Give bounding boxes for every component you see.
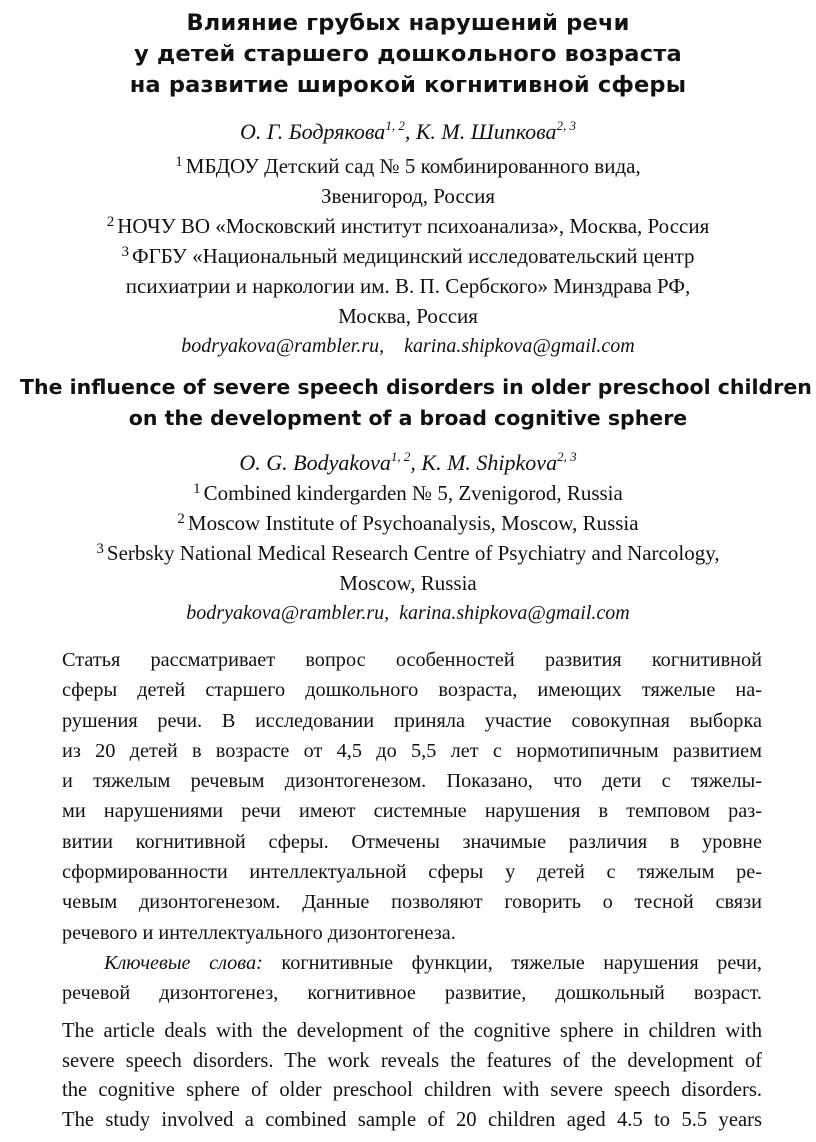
author-emails-ru: bodryakova@rambler.ru, karina.shipkova@gmail.com (181, 335, 635, 357)
abstract-line: The article deals with the development of the cognitive sphere in children with (62, 1020, 762, 1042)
affiliation-text: НОЧУ ВО «Московский институт психоанализа», Москва, Россия (117, 214, 710, 238)
affiliation-line (20, 151, 796, 181)
title-ru-line: Влияние грубых нарушений речи (186, 10, 630, 36)
title-ru-line: у детей старшего дошкольного возраста (134, 41, 682, 67)
keywords-text: когнитивные функции, тяжелые нарушения речи, (281, 951, 762, 974)
author-name: K. M. Shipkova (421, 450, 558, 475)
author-name: К. М. Шипкова (415, 119, 557, 144)
affiliation-number: 1 (175, 154, 183, 170)
author-separator: , (410, 450, 422, 475)
author-affiliation-marks: 2, 3 (556, 117, 577, 133)
author-affiliation-marks: 1, 2 (385, 117, 405, 133)
abstract-line: Статья рассматривает вопрос особенностей развития когнитивной (62, 649, 762, 671)
affiliation-line (20, 211, 796, 241)
keywords-line: речевой дизонтогенез, когнитивное развитие, дошкольный возраст. (62, 982, 762, 1005)
affiliation-line: Москва, Россия (338, 304, 478, 328)
abstract-line: severe speech disorders. The work reveals the features of the development of (62, 1049, 762, 1072)
abstract-line: витии когнитивной сферы. Отмечены значимые различия в уровне (62, 830, 762, 853)
paper-title-en (20, 372, 812, 434)
abstract-line: ми нарушениями речи имеют системные нарушения в темповом раз- (62, 800, 762, 823)
author-name: O. G. Bodyakova (239, 450, 391, 475)
abstract-line: из 20 детей в возрасте от 4,5 до 5,5 лет с нормотипичным развитием (62, 739, 762, 762)
abstract-ru (62, 645, 762, 1009)
author-line-en (20, 448, 796, 478)
affiliation-text: Serbsky National Medical Research Centre of Psychiatry and Narcology, (106, 541, 720, 565)
abstract-line: The study involved a combined sample of 20 children aged 4.5 to 5.5 years (62, 1108, 762, 1131)
affiliation-text: Moscow Institute of Psychoanalysis, Moscow, Russia (187, 511, 639, 535)
keywords-label: Ключевые слова: (104, 951, 263, 974)
title-en-line: The influence of severe speech disorders in older preschool children (20, 375, 812, 399)
affiliation-line (20, 241, 796, 271)
affiliation-number: 3 (121, 244, 129, 260)
author-affiliation-marks: 2, 3 (557, 448, 577, 464)
keywords-line (62, 948, 762, 978)
affiliation-number: 2 (106, 214, 115, 230)
author-emails-en: bodryakova@rambler.ru, karina.shipkova@gmail.com (186, 602, 630, 624)
abstract-line: the cognitive sphere of older preschool children with severe speech disorders. (62, 1079, 762, 1101)
abstract-line: сформированности интеллектуальной сферы у детей с тяжелым ре- (62, 861, 762, 884)
authors-block-en (20, 448, 796, 628)
affiliation-text: Combined kindergarden № 5, Zvenigorod, Russia (203, 481, 623, 505)
author-line-ru (20, 117, 796, 147)
affiliation-line (20, 508, 796, 538)
title-ru-line: на развитие широкой когнитивной сферы (129, 72, 687, 98)
abstract-line: рушения речи. В исследовании приняла участие совокупная выборка (62, 709, 762, 732)
affiliation-line (20, 478, 796, 508)
abstract-line: чевым дизонтогенезом. Данные позволяют говорить о тесной связи (62, 891, 762, 914)
affiliation-line: Moscow, Russia (339, 571, 477, 595)
authors-block-ru (20, 117, 796, 361)
title-en-line: on the development of a broad cognitive sphere (128, 406, 688, 430)
affiliation-text: МБДОУ Детский сад № 5 комбинированного вида, (185, 154, 641, 178)
affiliation-number: 1 (193, 481, 201, 497)
abstract-line: речевого и интеллектуального дизонтогенеза. (62, 921, 456, 944)
paper-title-ru (40, 8, 776, 101)
abstract-line: сферы детей старшего дошкольного возраста, имеющих тяжелые на- (62, 679, 762, 702)
affiliation-line: Звенигород, Россия (321, 184, 495, 208)
author-name: О. Г. Бодрякова (239, 119, 386, 144)
author-affiliation-marks: 1, 2 (390, 448, 411, 464)
affiliation-text: ФГБУ «Национальный медицинский исследовательский центр (131, 244, 695, 268)
affiliation-line (20, 538, 796, 568)
affiliation-number: 3 (96, 541, 104, 557)
abstract-line: и тяжелым речевым дизонтогенезом. Показано, что дети с тяжелы- (62, 770, 762, 793)
author-separator: , (404, 119, 416, 144)
affiliation-line: психиатрии и наркологии им. В. П. Сербского» Минздрава РФ, (125, 274, 691, 298)
abstract-en (62, 1017, 762, 1135)
affiliation-number: 2 (177, 511, 185, 527)
